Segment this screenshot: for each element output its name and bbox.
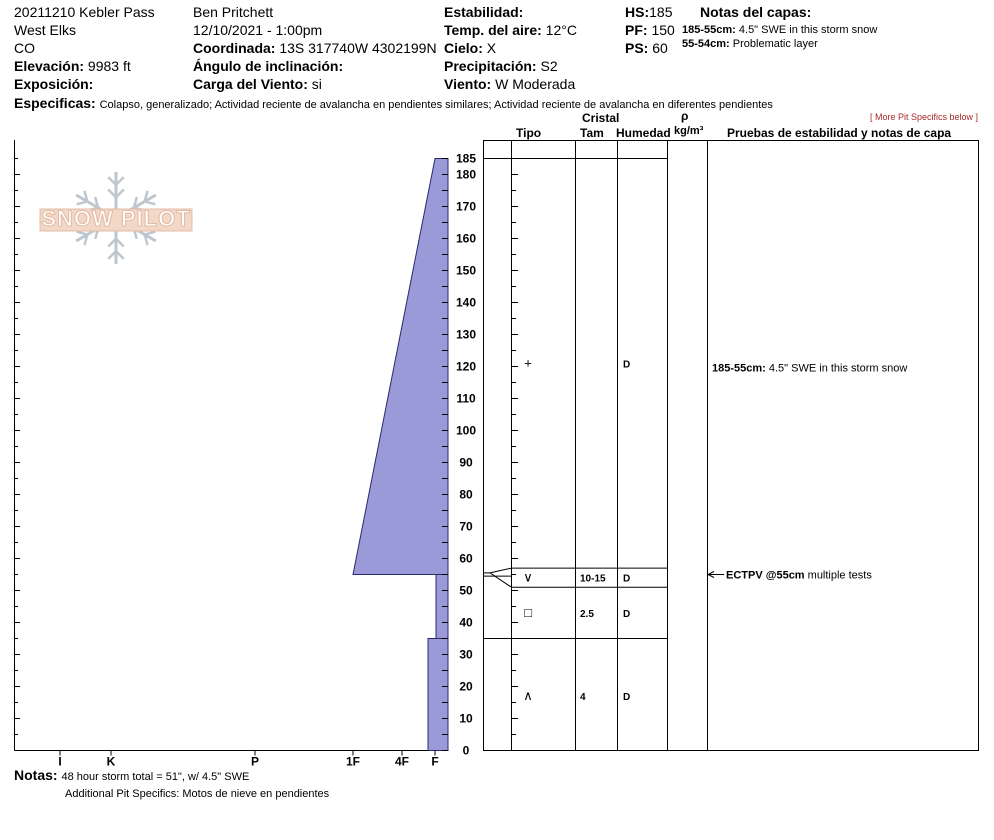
hardness-tick-label: 1F: [345, 754, 361, 769]
snowflake-branch: [77, 232, 88, 235]
depth-tick-label: 130: [455, 327, 477, 342]
depth-tick-label: 10: [459, 711, 473, 726]
hardness-layer: [353, 159, 448, 575]
layer-note-range: 185-55cm:: [682, 24, 736, 36]
site-name: 20211210 Kebler Pass: [14, 4, 155, 20]
grain-size: 2.5: [580, 608, 594, 620]
layer-note-text: 4.5" SWE in this storm snow: [738, 24, 878, 36]
pf-value: 150: [651, 22, 675, 38]
slope-label: Ángulo de inclinación:: [193, 58, 344, 74]
depth-tick-label: 180: [455, 167, 477, 182]
hs-label: HS:: [625, 4, 650, 20]
moisture-value: D: [623, 573, 631, 585]
tipo-header: Tipo: [516, 126, 542, 140]
logo-text: SNOW PILOT: [41, 206, 191, 231]
notes-field: [14, 767, 249, 784]
wind-load-value: si: [311, 76, 322, 92]
hardness-layer: [428, 639, 448, 751]
pf-label: PF:: [625, 22, 648, 38]
stability-label: Estabilidad:: [444, 4, 524, 20]
hardness-tick-label: F: [431, 754, 439, 769]
depth-tick-label: 80: [459, 487, 473, 502]
precip-value: S2: [540, 58, 558, 74]
depth-tick-label: 170: [455, 199, 477, 214]
snowflake-branch: [145, 232, 156, 235]
ps-label: PS:: [625, 40, 649, 56]
snowpilot-logo: [40, 172, 192, 264]
snowflake-branch: [145, 201, 156, 204]
density-unit: kg/m³: [674, 125, 704, 137]
wind-value: W Moderada: [495, 76, 576, 92]
humedad-header: Humedad: [616, 126, 671, 140]
additional-specifics: Additional Pit Specifics: Motos de nieve en pendientes: [65, 788, 330, 800]
precip-label: Precipitación:: [444, 58, 537, 74]
layer-table-frame: [484, 141, 979, 751]
depth-tick-label: 70: [459, 519, 473, 534]
layer-comment-range: 185-55cm:: [712, 362, 766, 375]
elevation-label: Elevación:: [14, 58, 85, 74]
layer-note-text: Problematic layer: [732, 38, 818, 50]
depth-tick-label: 160: [455, 231, 477, 246]
grain-type-symbol: ∧: [523, 688, 533, 704]
air-temp-label: Temp. del aire:: [444, 22, 542, 38]
sky-label: Cielo:: [444, 40, 483, 56]
depth-tick-label: 140: [455, 295, 477, 310]
depth-tick-label: 100: [455, 423, 477, 438]
hardness-tick-label: P: [250, 754, 260, 769]
depth-tick-label: 50: [459, 583, 473, 598]
layer-comment-text: 4.5" SWE in this storm snow: [765, 362, 908, 375]
depth-tick-label: 20: [459, 679, 473, 694]
layer-notes-title: Notas del capas:: [700, 4, 812, 20]
depth-tick-label: 185: [455, 151, 477, 166]
hs-value: 185: [649, 4, 673, 20]
layer-note-range: 55-54cm:: [682, 38, 730, 50]
grain-size: 4: [580, 692, 586, 704]
test-note: multiple tests: [804, 569, 872, 582]
specifics-value: Colapso, generalizado; Actividad reciente de avalancha en pendientes similares; Actividad reciente de avalancha en diferentes pendientes: [99, 99, 773, 111]
notes-value: 48 hour storm total = 51", w/ 4.5" SWE: [61, 771, 250, 783]
specifics-label: Especificas:: [14, 95, 96, 111]
cristal-header: Cristal: [582, 111, 620, 125]
density-symbol: ρ: [681, 109, 689, 123]
wind-label: Viento:: [444, 76, 492, 92]
depth-tick-label: 0: [462, 743, 470, 758]
depth-tick-label: 110: [456, 391, 476, 406]
depth-tick-label: 120: [455, 359, 477, 374]
depth-tick-label: 60: [459, 551, 473, 566]
grain-type-symbol: ∨: [523, 569, 533, 585]
grain-size: 10-15: [580, 573, 606, 585]
depth-tick-label: 90: [459, 455, 473, 470]
wind-load-label: Carga del Viento:: [193, 76, 308, 92]
coordinate-label: Coordinada:: [193, 40, 276, 56]
depth-tick-label: 30: [459, 647, 473, 662]
moisture-value: D: [623, 608, 631, 620]
more-specifics-link[interactable]: [ More Pit Specifics below ]: [870, 112, 979, 122]
hardness-tick-label: 4F: [394, 754, 410, 769]
state-name: CO: [14, 40, 35, 56]
range-name: West Elks: [14, 22, 76, 38]
ps-value: 60: [652, 40, 668, 56]
layer-connector: [490, 568, 512, 587]
moisture-value: D: [623, 359, 631, 371]
depth-tick-label: 40: [459, 615, 473, 630]
elevation-value: 9983 ft: [87, 58, 131, 74]
air-temp-value: 12°C: [545, 22, 577, 38]
coordinate-value: 13S 317740W 4302199N: [279, 40, 437, 56]
tam-header: Tam: [580, 126, 604, 140]
moisture-value: D: [623, 692, 631, 704]
grain-type-symbol: +: [524, 355, 532, 371]
exposure-label: Exposición:: [14, 76, 94, 92]
layer-comment: [712, 363, 907, 375]
tests-header: Pruebas de estabilidad y notas de capa: [727, 126, 952, 140]
notes-label: Notas:: [14, 767, 58, 783]
depth-tick-label: 150: [455, 263, 477, 278]
test-name: ECTPV @55cm: [726, 569, 805, 582]
sky-value: X: [486, 40, 497, 56]
observation-datetime: 12/10/2021 - 1:00pm: [193, 22, 323, 38]
hardness-tick-label: K: [106, 754, 116, 769]
grain-type-symbol: □: [524, 604, 532, 620]
hardness-tick-label: I: [58, 754, 62, 769]
snowflake-branch: [77, 201, 88, 204]
observer-name: Ben Pritchett: [193, 4, 274, 20]
stability-test: [726, 570, 872, 582]
